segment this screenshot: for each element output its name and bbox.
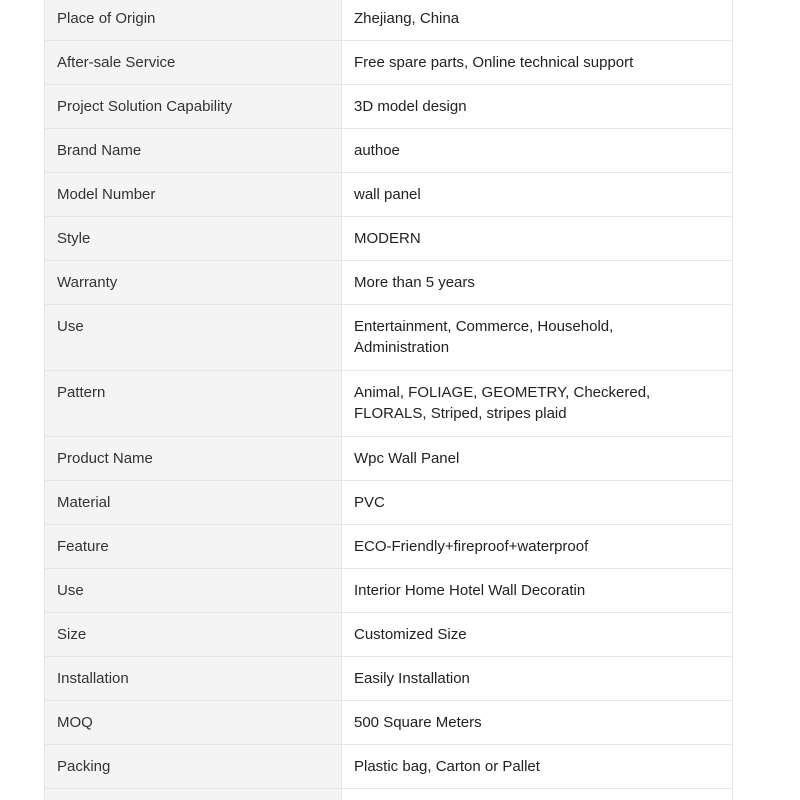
spec-value: Wpc Wall Panel (342, 437, 733, 481)
spec-key: Style (45, 217, 342, 261)
spec-value: ECO-Friendly+fireproof+waterproof (342, 525, 733, 569)
spec-key: Use (45, 305, 342, 371)
spec-value: Customized Size (342, 613, 733, 657)
table-row (45, 481, 733, 525)
spec-key: Installation (45, 657, 342, 701)
table-row (45, 525, 733, 569)
spec-value: 3D model design (342, 85, 733, 129)
table-row (45, 41, 733, 85)
spec-key: Size (45, 613, 342, 657)
spec-value: Free spare parts, Online technical support (342, 41, 733, 85)
table-row (45, 701, 733, 745)
table-row (45, 569, 733, 613)
spec-key: Model Number (45, 173, 342, 217)
spec-key: Use (45, 569, 342, 613)
spec-key: MOQ (45, 701, 342, 745)
spec-key: Place of Origin (45, 0, 342, 41)
table-row (45, 85, 733, 129)
spec-key: Pattern (45, 371, 342, 437)
table-row (45, 789, 733, 800)
table-row (45, 657, 733, 701)
spec-value: PVC (342, 481, 733, 525)
spec-key: After-sale Service (45, 41, 342, 85)
spec-value: More than 5 years (342, 261, 733, 305)
spec-value: wall panel (342, 173, 733, 217)
spec-key: Packing (45, 745, 342, 789)
spec-value: MODERN (342, 217, 733, 261)
spec-key: Project Solution Capability (45, 85, 342, 129)
table-row (45, 305, 733, 371)
table-row (45, 217, 733, 261)
table-row (45, 261, 733, 305)
spec-value-empty (342, 789, 733, 800)
table-row (45, 437, 733, 481)
table-row (45, 371, 733, 437)
spec-key: Product Name (45, 437, 342, 481)
spec-value: 500 Square Meters (342, 701, 733, 745)
spec-value: Entertainment, Commerce, Household, Administration (342, 305, 733, 371)
spec-key: Brand Name (45, 129, 342, 173)
product-specs-table (44, 0, 733, 800)
spec-value: Plastic bag, Carton or Pallet (342, 745, 733, 789)
table-row (45, 0, 733, 41)
table-row (45, 745, 733, 789)
spec-value: Zhejiang, China (342, 0, 733, 41)
table-row (45, 173, 733, 217)
table-row (45, 613, 733, 657)
spec-value: Interior Home Hotel Wall Decoratin (342, 569, 733, 613)
spec-key: Material (45, 481, 342, 525)
spec-key: Warranty (45, 261, 342, 305)
spec-value: Easily Installation (342, 657, 733, 701)
table-row (45, 129, 733, 173)
spec-key: Feature (45, 525, 342, 569)
spec-key-empty (45, 789, 342, 800)
spec-value: Animal, FOLIAGE, GEOMETRY, Checkered, FLORALS, Striped, stripes plaid (342, 371, 733, 437)
spec-value: authoe (342, 129, 733, 173)
